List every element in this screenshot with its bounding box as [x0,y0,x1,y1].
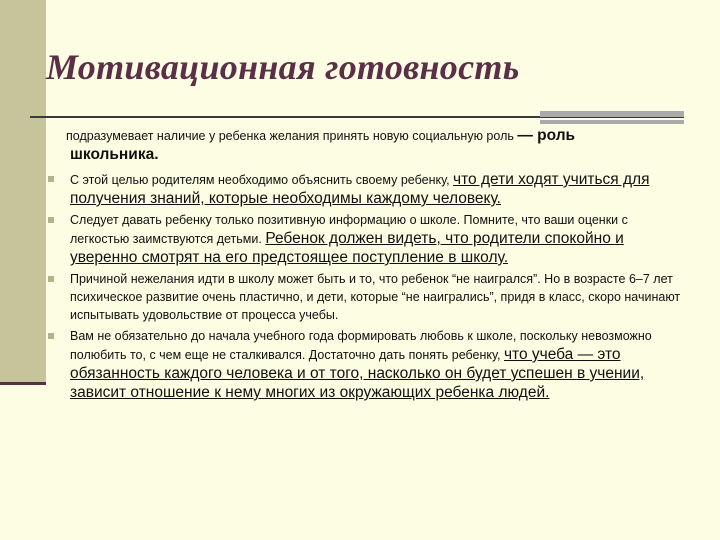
bullet-square-icon [48,217,54,223]
slide-body [46,126,686,405]
bullet-emphasis: что дети ходят учиться для получения знаний, которые необходимы каждому человеку. [70,171,650,207]
left-accent-line [0,382,46,385]
bullet-emphasis: что учеба — это обязанность каждого человека и от того, насколько он будет успешен в учении, зависит отношение к нему многих из окружающих ребенка людей. [70,346,645,401]
divider-accent-top [540,111,684,117]
intro-paragraph [46,126,686,164]
bullet-text: С этой целью родителям необходимо объяснить своему ребенку, [70,173,454,187]
slide-title: Мотивационная готовность [46,47,520,87]
bullet-square-icon [48,176,54,182]
intro-emphasis-1: — роль [517,127,576,144]
bullet-text: Вам не обязательно до начала учебного года формировать любовь к школе, поскольку невозможно полюбить то, с чем еще не сталкивался. Достаточно дать понять ребенку, [70,329,652,362]
left-accent-bar [0,0,46,382]
intro-text: подразумевает наличие у ребенка желания принять новую социальную роль [66,129,518,143]
bullet-text: Следует давать ребенку только позитивную информацию о школе. Помните, что ваши оценки с легкостью заимствуются детьми. [70,213,628,246]
intro-emphasis-2: школьника. [70,146,159,163]
bullet-item-3 [46,270,686,324]
bullet-item-2 [46,211,686,267]
bullet-text: Причиной нежелания идти в школу может быть и то, что ребенок “не наигрался”. Но в возрасте 6–7 лет психическое развитие очень пластично, и дети, которые “не наигрались”, придя в класс, скоро начинают испытывать удовольствие от процесса учебы. [70,272,681,322]
bullet-item-1 [46,170,686,208]
bullet-emphasis: Ребенок должен видеть, что родители спокойно и уверенно смотрят на его предстоящее поступление в школу. [70,230,624,266]
bullet-item-4 [46,327,686,402]
bullet-square-icon [48,276,54,282]
bullet-square-icon [48,333,54,339]
divider-accent-bottom [540,120,684,124]
